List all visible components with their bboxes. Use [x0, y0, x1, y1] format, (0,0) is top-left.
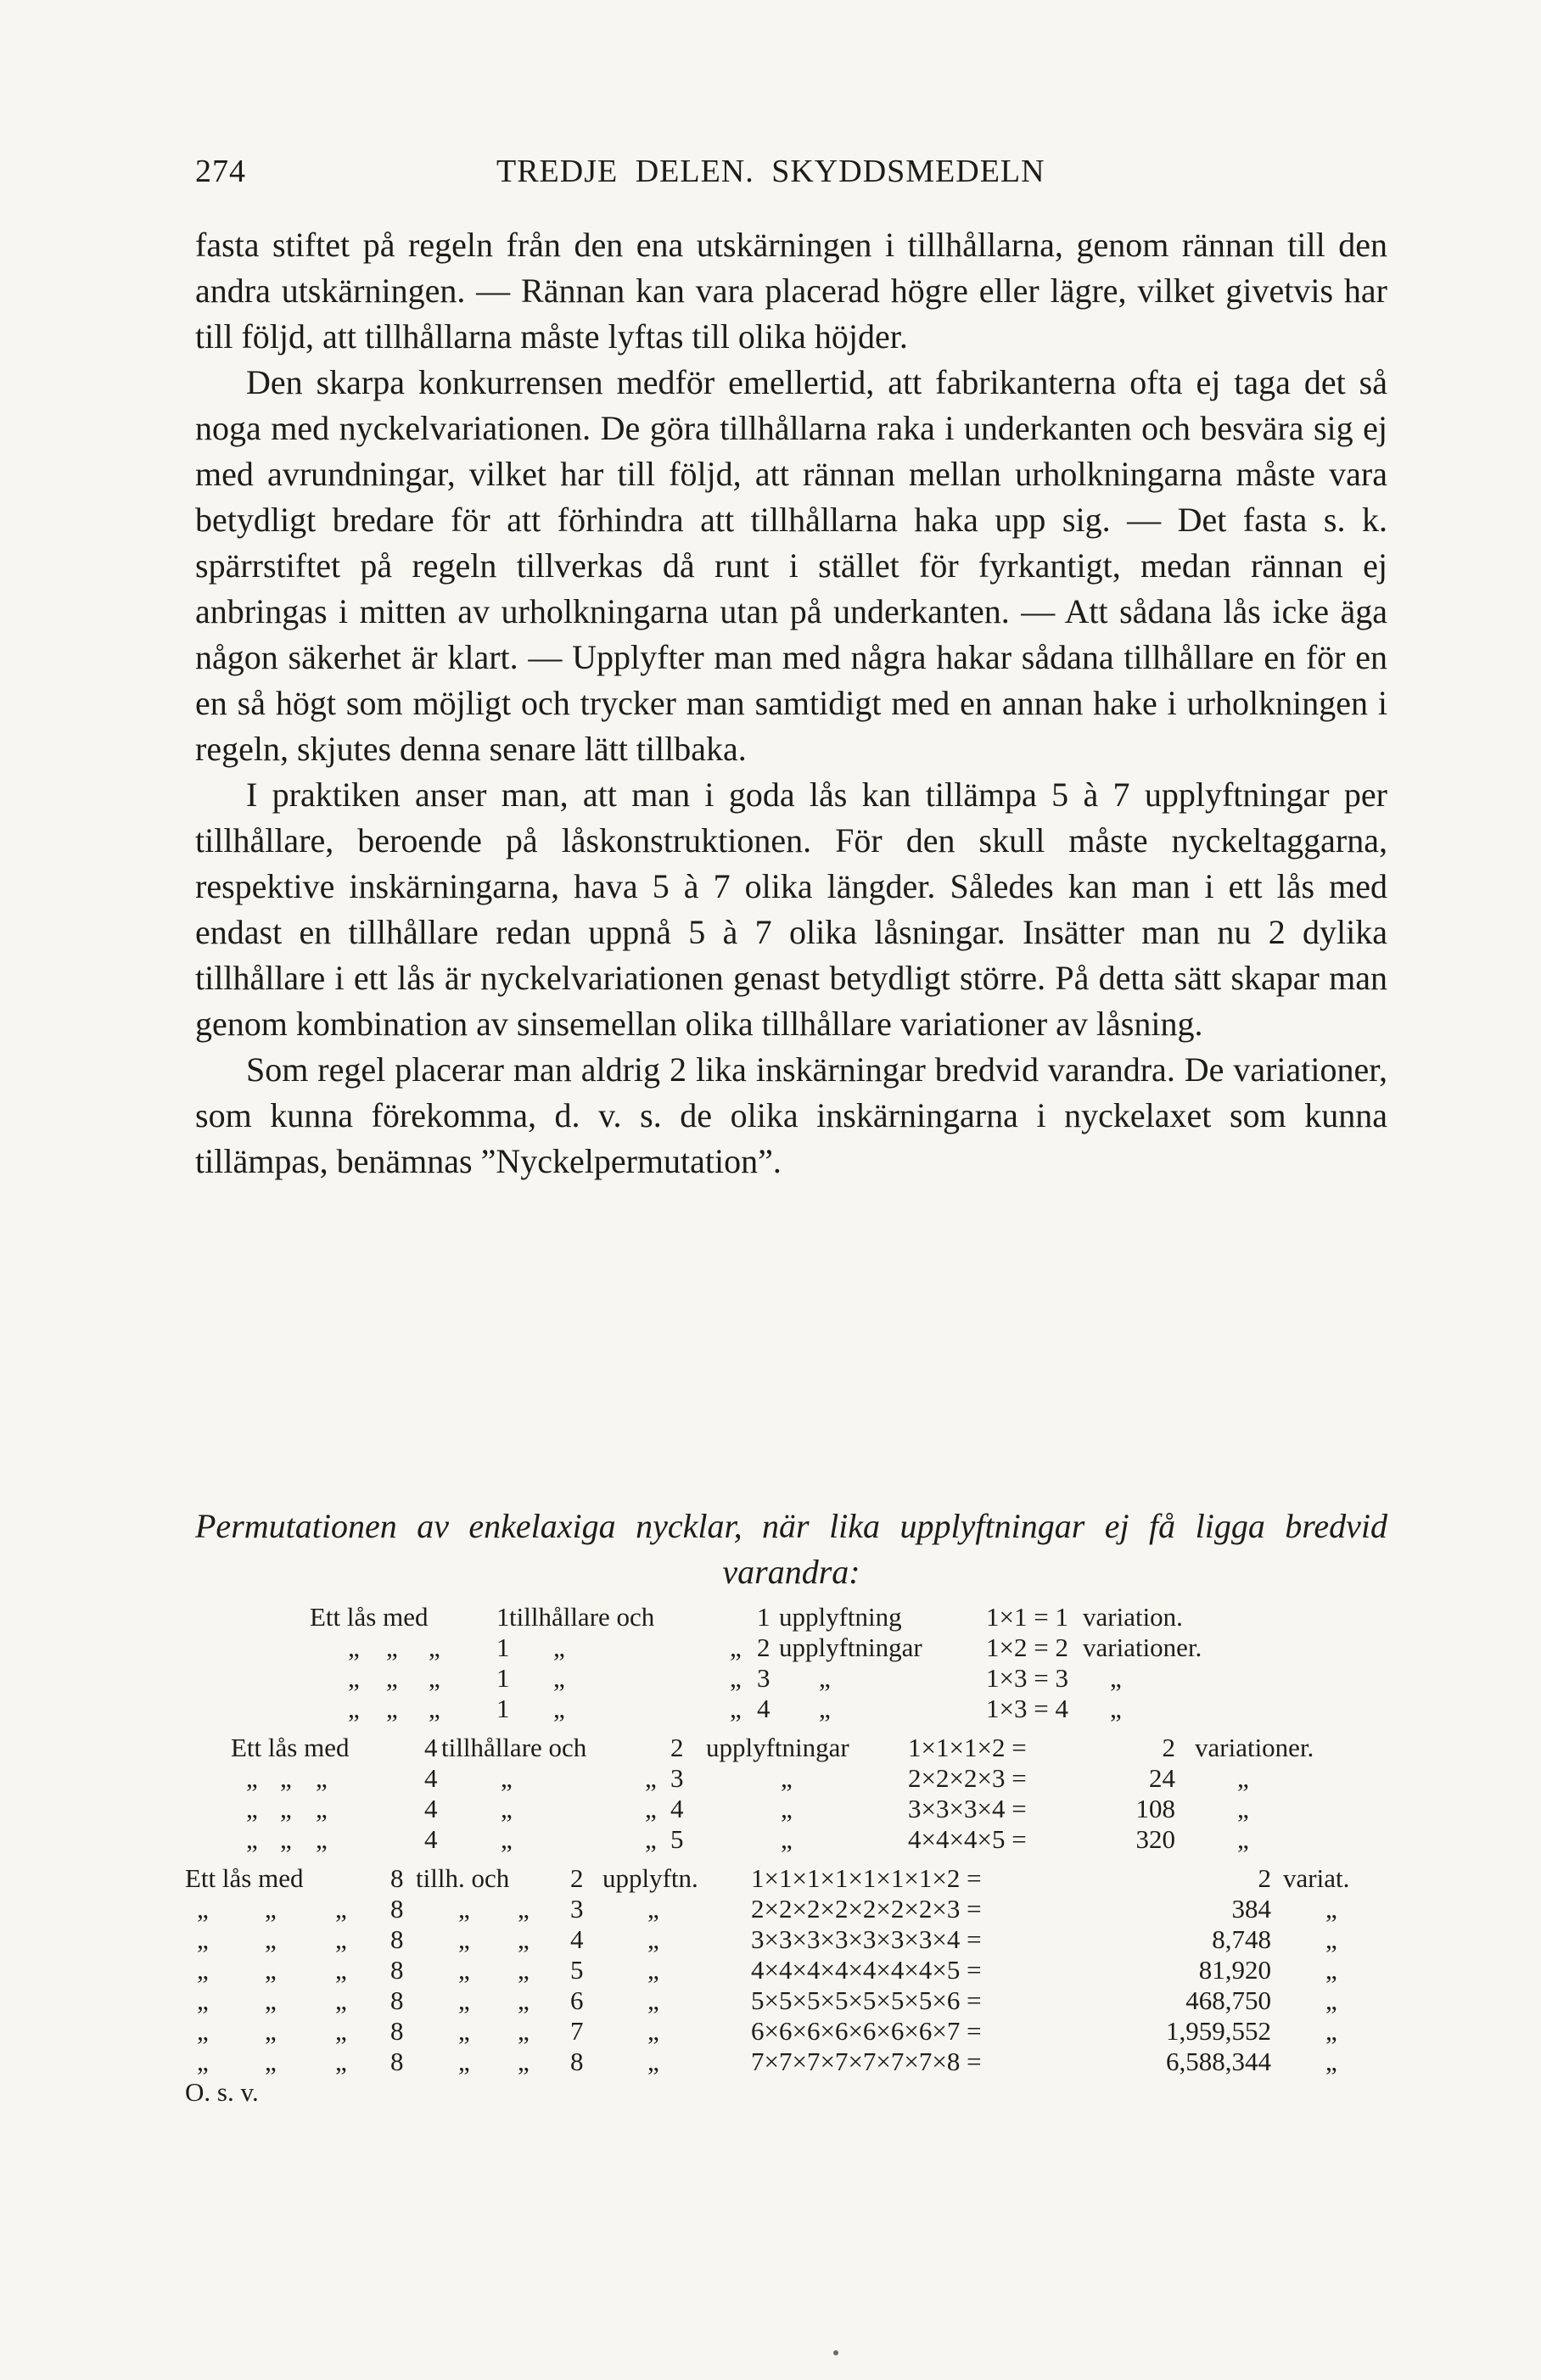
paragraph: fasta stiftet på regeln från den ena utskärningen i tillhållarna, genom rännan till den andra utskärningen. — Rännan kan vara placerad högre eller lägre, vilket givetvis har till följd, att tillhållarna måste lyftas till olika höjder.: [195, 226, 1387, 356]
ditto-mark: „: [335, 1924, 347, 1954]
ditto-mark: „: [316, 1794, 328, 1823]
lift-count: 7: [570, 2016, 584, 2046]
product-expression: 6×6×6×6×6×6×6×7 =: [751, 2016, 982, 2046]
lift-word: „: [647, 2047, 659, 2076]
product-expression: 1×1×1×1×1×1×1×2 =: [751, 1863, 982, 1893]
result-word: variation.: [1083, 1602, 1183, 1632]
ditto-mark: „: [316, 1763, 328, 1793]
row-prefix: Ett lås med: [185, 1863, 304, 1893]
lift-count: 4: [570, 1924, 584, 1954]
ditto-mark: „: [518, 1985, 530, 2015]
ditto-mark: „: [335, 1955, 347, 1985]
product-expression: 1×1×1×2 =: [908, 1733, 1027, 1762]
ditto-mark: „: [386, 1663, 398, 1693]
lift-word: „: [819, 1694, 831, 1723]
ditto-mark: „: [458, 1924, 470, 1954]
holder-count: 8: [390, 2016, 404, 2046]
ditto-mark: „: [553, 1663, 565, 1693]
product-expression: 1×1 = 1: [986, 1602, 1068, 1632]
row-prefix: Ett lås med: [310, 1602, 429, 1632]
lift-word: „: [781, 1794, 793, 1823]
ditto-mark: „: [246, 1794, 258, 1823]
ditto-mark: „: [386, 1694, 398, 1723]
lift-word: upplyftningar: [706, 1733, 849, 1762]
ditto-mark: „: [730, 1632, 742, 1662]
product-value: 468,750: [1185, 1985, 1271, 2015]
holder-count: 8: [390, 2047, 404, 2076]
ditto-mark: „: [518, 2016, 530, 2046]
product-value: 108: [1135, 1794, 1175, 1823]
result-word: „: [1325, 1924, 1337, 1954]
ditto-mark: „: [280, 1824, 292, 1854]
lift-word: „: [781, 1763, 793, 1793]
ditto-mark: „: [280, 1794, 292, 1823]
product-expression: 1×2 = 2: [986, 1632, 1068, 1662]
page-number: 274: [195, 154, 246, 189]
product-value: 6,588,344: [1166, 2047, 1271, 2076]
holder-count: 4: [424, 1794, 438, 1823]
lift-word: upplyftn.: [602, 1863, 698, 1893]
lift-word: „: [647, 1894, 659, 1924]
ditto-mark: „: [458, 1985, 470, 2015]
ditto-mark: „: [458, 2047, 470, 2076]
ditto-mark: „: [265, 1924, 277, 1954]
ditto-mark: „: [458, 1894, 470, 1924]
result-word: „: [1325, 1985, 1337, 2015]
result-word: variationer.: [1195, 1733, 1314, 1762]
result-word: „: [1325, 1955, 1337, 1985]
ditto-mark: „: [518, 1894, 530, 1924]
holder-count: 4: [424, 1763, 438, 1793]
print-speck: [833, 2350, 838, 2355]
holder-word: tillhållare och: [441, 1733, 587, 1762]
product-value: 384: [1231, 1894, 1271, 1924]
table-footer: O. s. v.: [185, 2077, 259, 2107]
product-expression: 2×2×2×3 =: [908, 1763, 1027, 1793]
ditto-mark: „: [335, 2016, 347, 2046]
ditto-mark: „: [386, 1632, 398, 1662]
product-value: 320: [1135, 1824, 1175, 1854]
ditto-mark: „: [553, 1632, 565, 1662]
ditto-mark: „: [348, 1694, 360, 1723]
ditto-mark: „: [197, 1955, 209, 1985]
result-word: „: [1325, 2047, 1337, 2076]
ditto-mark: „: [429, 1632, 440, 1662]
lift-word: „: [647, 1955, 659, 1985]
lift-word: „: [647, 1985, 659, 2015]
product-expression: 1×3 = 4: [986, 1694, 1068, 1723]
product-expression: 1×3 = 3: [986, 1663, 1068, 1693]
lift-count: 3: [757, 1663, 770, 1693]
ditto-mark: „: [335, 1985, 347, 2015]
product-expression: 3×3×3×3×3×3×3×4 =: [751, 1924, 982, 1954]
holder-count: 4: [424, 1824, 438, 1854]
lift-count: 5: [570, 1955, 584, 1985]
holder-count: 1: [496, 1632, 510, 1662]
paragraph: Den skarpa konkurrensen medför emellertid, att fabrikanterna ofta ej taga det så noga med nyckelvariationen. De göra tillhållarna raka i underkanten och besvära sig ej med avrundningar, vilket har till följd, att rännan mellan urholkningarna måste vara betydligt bredare för att förhindra att tillhållarna haka upp sig. — Det fasta s. k. spärrstiftet på regeln tillverkas då runt i stället för fyrkantigt, medan rännan ej anbringas i mitten av urholkningarna utan på underkanten. — Att sådana lås icke äga någon säkerhet är klart. — Upplyfter man med några hakar sådana tillhållare en för en en så högt som möjligt och trycker man samtidigt med en annan hake i urholkningen i regeln, skjutes denna senare lätt tillbaka.: [195, 363, 1387, 768]
lift-count: 4: [757, 1694, 770, 1723]
ditto-mark: „: [316, 1824, 328, 1854]
holder-count: 1: [496, 1663, 510, 1693]
lift-count: 5: [670, 1824, 684, 1854]
result-word: variat.: [1283, 1863, 1350, 1893]
ditto-mark: „: [518, 1955, 530, 1985]
product-expression: 4×4×4×4×4×4×4×5 =: [751, 1955, 982, 1985]
ditto-mark: „: [197, 1894, 209, 1924]
lift-count: 2: [757, 1632, 770, 1662]
lift-count: 4: [670, 1794, 684, 1823]
ditto-mark: „: [197, 2047, 209, 2076]
ditto-mark: „: [265, 1894, 277, 1924]
paragraph: Som regel placerar man aldrig 2 lika inskärningar bredvid varandra. De variationer, som kunna förekomma, d. v. s. de olika inskärningarna i nyckelaxet som kunna tillämpas, benämnas ”Nyckelpermutation”.: [195, 1050, 1387, 1180]
ditto-mark: „: [429, 1694, 440, 1723]
ditto-mark: „: [730, 1663, 742, 1693]
result-word: „: [1325, 2016, 1337, 2046]
holder-count: 8: [390, 1924, 404, 1954]
lift-count: 2: [670, 1733, 684, 1762]
row-prefix: Ett lås med: [231, 1733, 350, 1762]
result-word: variationer.: [1083, 1632, 1202, 1662]
table-caption: Permutationen av enkelaxiga nycklar, när lika upplyftningar ej få ligga bredvid varandra:: [195, 1507, 1387, 1591]
holder-count: 1: [496, 1694, 510, 1723]
ditto-mark: „: [265, 1985, 277, 2015]
result-word: „: [1325, 1894, 1337, 1924]
product-expression: 5×5×5×5×5×5×5×6 =: [751, 1985, 982, 2015]
ditto-mark: „: [518, 2047, 530, 2076]
ditto-mark: „: [280, 1763, 292, 1793]
lift-count: 3: [570, 1894, 584, 1924]
lift-count: 1: [757, 1602, 770, 1632]
lift-word: upplyftningar: [779, 1632, 922, 1662]
product-value: 24: [1149, 1763, 1175, 1793]
ditto-mark: „: [335, 2047, 347, 2076]
result-word: „: [1237, 1824, 1249, 1854]
ditto-mark: „: [501, 1824, 513, 1854]
holder-count: 8: [390, 1863, 404, 1893]
product-expression: 4×4×4×5 =: [908, 1824, 1027, 1854]
product-value: 81,920: [1198, 1955, 1271, 1985]
result-word: „: [1110, 1694, 1122, 1723]
holder-word: tillhållare och: [509, 1602, 655, 1632]
result-word: „: [1237, 1763, 1249, 1793]
ditto-mark: „: [265, 1955, 277, 1985]
ditto-mark: „: [197, 2016, 209, 2046]
lift-count: 6: [570, 1985, 584, 2015]
chapter-title: TREDJE DELEN. SKYDDSMEDELN: [496, 154, 1045, 189]
ditto-mark: „: [730, 1694, 742, 1723]
product-value: 2: [1162, 1733, 1175, 1762]
ditto-mark: „: [265, 2047, 277, 2076]
ditto-mark: „: [501, 1763, 513, 1793]
ditto-mark: „: [348, 1663, 360, 1693]
lift-word: „: [647, 1924, 659, 1954]
product-value: 1,959,552: [1166, 2016, 1271, 2046]
ditto-mark: „: [335, 1894, 347, 1924]
ditto-mark: „: [429, 1663, 440, 1693]
lift-count: 2: [570, 1863, 584, 1893]
ditto-mark: „: [197, 1985, 209, 2015]
ditto-mark: „: [645, 1824, 657, 1854]
ditto-mark: „: [265, 2016, 277, 2046]
product-expression: 3×3×3×4 =: [908, 1794, 1027, 1823]
ditto-mark: „: [197, 1924, 209, 1954]
paragraph: I praktiken anser man, att man i goda lås kan tillämpa 5 à 7 upplyftningar per tillhållare, beroende på låskonstruktionen. För den skull måste nyckeltaggarna, respektive inskärningarna, hava 5 à 7 olika längder. Således kan man i ett lås med endast en tillhållare redan uppnå 5 à 7 olika låsningar. Insätter man nu 2 dylika tillhållare i ett lås är nyckelvariationen genast betydligt större. På detta sätt skapar man genom kombination av sinsemellan olika tillhållare variationer av låsning.: [195, 776, 1387, 1043]
holder-count: 8: [390, 1985, 404, 2015]
ditto-mark: „: [645, 1794, 657, 1823]
holder-count: 4: [424, 1733, 438, 1762]
product-value: 2: [1258, 1863, 1271, 1893]
product-expression: 7×7×7×7×7×7×7×8 =: [751, 2047, 982, 2076]
lift-word: „: [647, 2016, 659, 2046]
ditto-mark: „: [348, 1632, 360, 1662]
ditto-mark: „: [645, 1763, 657, 1793]
lift-word: „: [781, 1824, 793, 1854]
result-word: „: [1110, 1663, 1122, 1693]
ditto-mark: „: [458, 2016, 470, 2046]
ditto-mark: „: [246, 1763, 258, 1793]
ditto-mark: „: [501, 1794, 513, 1823]
lift-count: 8: [570, 2047, 584, 2076]
holder-count: 8: [390, 1955, 404, 1985]
ditto-mark: „: [518, 1924, 530, 1954]
lift-word: „: [819, 1663, 831, 1693]
product-value: 8,748: [1212, 1924, 1271, 1954]
holder-count: 1: [496, 1602, 510, 1632]
result-word: „: [1237, 1794, 1249, 1823]
product-expression: 2×2×2×2×2×2×2×3 =: [751, 1894, 982, 1924]
ditto-mark: „: [246, 1824, 258, 1854]
holder-count: 8: [390, 1894, 404, 1924]
lift-word: upplyftning: [779, 1602, 902, 1632]
holder-word: tillh. och: [416, 1863, 510, 1893]
ditto-mark: „: [553, 1694, 565, 1723]
ditto-mark: „: [458, 1955, 470, 1985]
lift-count: 3: [670, 1763, 684, 1793]
